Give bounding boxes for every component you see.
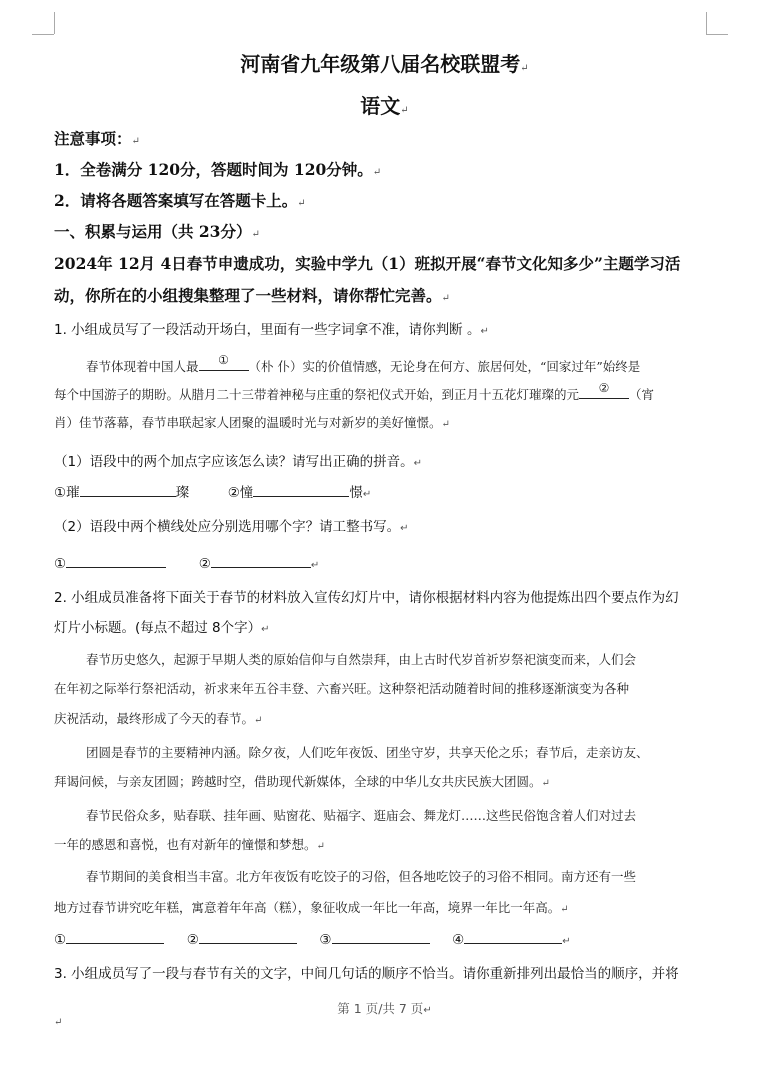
question-2-stem: 2. 小组成员准备将下面关于春节的材料放入宣传幻灯片中，请你根据材料内容为他提炼出四个要点作为幻	[54, 590, 679, 606]
material-line: 一年的感恩和喜悦，也有对新年的憧憬和梦想。↵	[54, 837, 325, 852]
answer-blank[interactable]	[66, 553, 166, 568]
notice-item: 2．请将各题答案填写在答题卡上。↵	[54, 191, 306, 210]
blank-1[interactable]: ①	[199, 356, 249, 371]
write-answer-row: ① ② ↵	[54, 553, 319, 572]
sub-question: （1）语段中的两个加点字应该怎么读？请写出正确的拼音。↵	[54, 454, 422, 470]
material-line: 团圆是春节的主要精神内涵。除夕夜，人们吃年夜饭、团坐守岁，共享天伦之乐；春节后，走亲访友、	[86, 745, 649, 760]
answer-blank[interactable]	[80, 482, 176, 497]
material-line: 庆祝活动，最终形成了今天的春节。↵	[54, 711, 263, 726]
answer-blank[interactable]	[332, 929, 430, 944]
material-line: 拜谒问候，与亲友团圆；跨越时空，借助现代新媒体，全球的中华儿女共庆民族大团圆。↵	[54, 774, 550, 789]
question-3-stem: 3. 小组成员写了一段与春节有关的文字，中间几句话的顺序不恰当。请你重新排列出最恰当的顺序，并将	[54, 966, 679, 982]
pinyin-answer-row: ①璀 璨 ②憧 憬↵	[54, 481, 371, 501]
material-line: 地方过春节讲究吃年糕，寓意着年年高（糕），象征收成一年比一年高，境界一年比一年高。↵	[54, 900, 569, 915]
answer-blank[interactable]	[199, 929, 297, 944]
exam-title: 河南省九年级第八届名校联盟考↵	[240, 52, 529, 76]
material-line: 每个中国游子的期盼。从腊月二十三带着神秘与庄重的祭祀仪式开始，到正月十五花灯璀璨的元 ② （宵	[54, 381, 655, 402]
intro-text: 2024年 12月 4日春节申遗成功，实验中学九（1）班拟开展“春节文化知多少”主题学习活	[54, 254, 681, 273]
material-line: 肖）佳节落幕，春节串联起家人团聚的温暖时光与对新岁的美好憧憬。↵	[54, 415, 450, 430]
material-line: 春节体现着中国人最 ① （朴 仆）实的价值情感，无论身在何方、旅居何处，“回家过年”始终是	[86, 353, 641, 374]
sub-question: （2）语段中两个横线处应分别选用哪个字？请工整书写。↵	[54, 519, 409, 535]
material-line: 春节期间的美食相当丰富。北方年夜饭有吃饺子的习俗，但各地吃饺子的习俗不相同。南方还有一些	[86, 869, 637, 884]
crop-mark	[706, 12, 707, 34]
answer-blank[interactable]	[253, 482, 349, 497]
crop-mark	[32, 34, 54, 35]
question-1-stem: 1. 小组成员写了一段活动开场白，里面有一些字词拿不准，请你判断 。↵	[54, 322, 489, 338]
crop-mark	[54, 12, 55, 34]
question-2-stem: 灯片小标题。(每点不超过 8个字）↵	[54, 620, 270, 636]
paragraph-mark: ↵	[54, 1017, 63, 1028]
section-heading: 一、积累与运用（共 23分）↵	[54, 222, 260, 241]
subject-title: 语文↵	[360, 94, 409, 118]
blank-2[interactable]: ②	[579, 384, 629, 399]
answer-blank[interactable]	[211, 553, 311, 568]
page-footer: 第 1 页/共 7 页↵	[337, 1001, 432, 1016]
intro-text: 动，你所在的小组搜集整理了一些材料，请你帮忙完善。↵	[54, 286, 450, 305]
notice-heading: 注意事项：↵	[54, 129, 140, 148]
title-answer-row: ① ② ③ ④ ↵	[54, 929, 571, 948]
notice-item: 1．全卷满分 120分，答题时间为 120分钟。↵	[54, 160, 382, 179]
crop-mark	[706, 34, 728, 35]
material-line: 春节民俗众多，贴春联、挂年画、贴窗花、贴福字、逛庙会、舞龙灯……这些民俗饱含着人们对过去	[86, 808, 637, 823]
answer-blank[interactable]	[464, 929, 562, 944]
material-line: 春节历史悠久，起源于早期人类的原始信仰与自然崇拜，由上古时代岁首祈岁祭祀演变而来，人们会	[86, 652, 637, 667]
material-line: 在年初之际举行祭祀活动，祈求来年五谷丰登、六畜兴旺。这种祭祀活动随着时间的推移逐渐演变为各种	[54, 681, 630, 696]
answer-blank[interactable]	[66, 929, 164, 944]
